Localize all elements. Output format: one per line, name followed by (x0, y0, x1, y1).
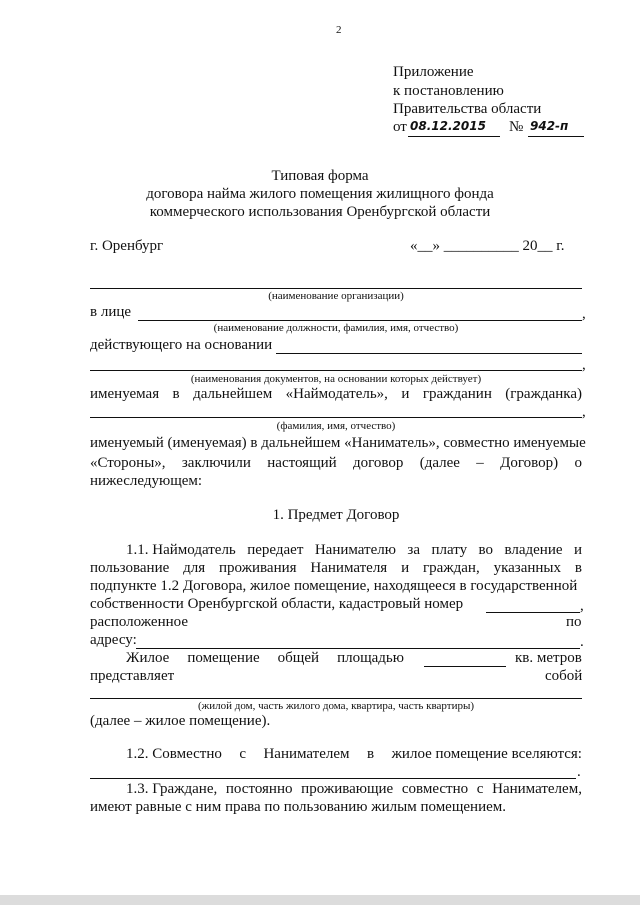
number-underline (528, 136, 584, 137)
hint-position: (наименование должности, фамилия, имя, отчество) (213, 322, 459, 334)
appendix-line3: Правительства области (393, 101, 542, 117)
section-heading: 1. Предмет Договор (272, 507, 400, 523)
date-underline (408, 136, 500, 137)
scan-bottom-edge (0, 895, 640, 905)
date-template: «__» __________ 20__ г. (410, 238, 565, 254)
area-field-line (424, 666, 506, 667)
page-number: 2 (336, 24, 342, 36)
represents-label: представляет (90, 668, 175, 684)
person-field-line (138, 320, 582, 321)
handwritten-number: 942-п (530, 119, 569, 133)
basis-field-line (276, 353, 582, 354)
landlord-line: именуемая в дальнейшем «Наймодатель», и гражданин (гражданка) (90, 386, 582, 402)
title-line1: Типовая форма (271, 168, 369, 184)
parties-line: «Стороны», заключили настоящий договор (далее – Договор) о (90, 455, 582, 471)
represents-sobo: собой (545, 668, 583, 684)
area-unit: кв. метров (515, 650, 582, 666)
address-field-line (136, 648, 580, 649)
city: г. Оренбург (90, 238, 164, 254)
cohabitants-field-line (90, 778, 576, 779)
p11-line3: подпункте 1.2 Договора, жилое помещение, находящееся в государственной (90, 578, 578, 594)
hint-org: (наименование организации) (268, 290, 404, 302)
p11-line2: пользование для проживания Нанимателя и граждан, указанных в (90, 560, 582, 576)
in-person-label: в лице (90, 304, 132, 320)
tenant-line: именуемый (именуемая) в дальнейшем «Наниматель», совместно именуемые (90, 435, 586, 451)
tenant-field-line (90, 417, 582, 418)
title-line2: договора найма жилого помещения жилищного фонда (146, 186, 494, 202)
hereinafter-premises: (далее – жилое помещение). (90, 713, 271, 729)
parties-line2: нижеследующем: (90, 473, 203, 489)
hint-fio: (фамилия, имя, отчество) (276, 420, 396, 432)
title-line3: коммерческого использования Оренбургской области (149, 204, 491, 220)
located-label: расположенное (90, 614, 188, 630)
located-po: по (566, 614, 582, 630)
hint-house: (жилой дом, часть жилого дома, квартира, часть квартиры) (197, 700, 475, 712)
handwritten-date: 08.12.2015 (410, 119, 486, 133)
appendix-line2: к постановлению (393, 83, 504, 99)
cadastral-field-line (486, 612, 580, 613)
appendix-number-prefix: № (509, 119, 524, 135)
p11-line1: 1.1. Наймодатель передает Нанимателю за плату во владение и (126, 542, 582, 558)
p13-line2: имеют равные с ним права по пользованию жилым помещением. (90, 799, 507, 815)
org-field-line (90, 288, 582, 289)
p12-line: 1.2. Совместно с Нанимателем в жилое помещение вселяются: (126, 746, 582, 762)
appendix-date-prefix: от (393, 119, 407, 135)
acting-basis-label: действующего на основании (90, 337, 273, 353)
address-label: адресу: (90, 632, 137, 648)
house-type-field-line (90, 698, 582, 699)
area-line: Жилое помещение общей площадью (126, 650, 404, 666)
hint-documents: (наименования документов, на основании которых действует) (190, 373, 482, 385)
p11-line4: собственности Оренбургской области, кадастровый номер (90, 596, 464, 612)
appendix-title: Приложение (393, 64, 474, 80)
p13-line1: 1.3. Граждане, постоянно проживающие совместно с Нанимателем, (126, 781, 582, 797)
documents-field-line (90, 370, 582, 371)
